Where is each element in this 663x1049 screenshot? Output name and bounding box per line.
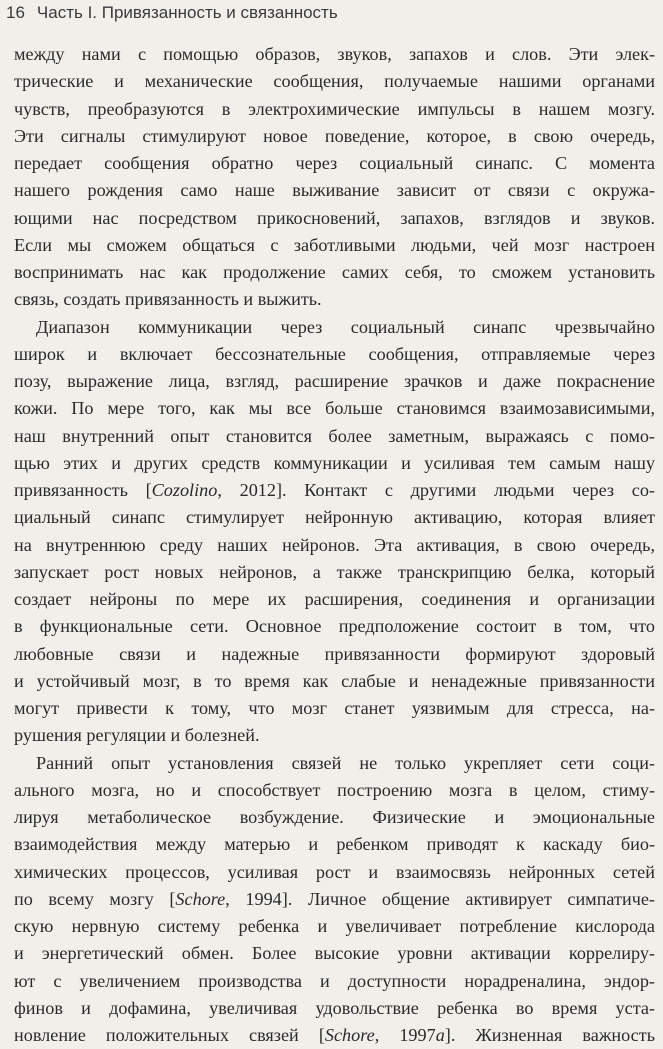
- text-line: нашего рождения само наше выживание зависит от связи с окружа-: [14, 177, 655, 204]
- running-header: [6, 3, 653, 29]
- text-line: взаимодействия между матерью и ребенком приводят к каскаду био-: [14, 831, 655, 858]
- text-line: любовные связи и надежные привязанности формируют здоровый: [14, 641, 655, 668]
- text-line: Ранний опыт установления связей не только укрепляет сети соци-: [14, 750, 655, 777]
- text-line: Эти сигналы стимулируют новое поведение, которое, в свою очередь,: [14, 123, 655, 150]
- text-line: позу, выражение лица, взгляд, расширение зрачков и даже покраснение: [14, 368, 655, 395]
- text-line: по всему мозгу [Schore, 1994]. Личное общение активирует симпатиче-: [14, 886, 655, 913]
- text-line: Если мы сможем общаться с заботливыми людьми, чей мозг настроен: [14, 232, 655, 259]
- text-line: и энергетический обмен. Более высокие уровни активации коррелиру-: [14, 940, 655, 967]
- text-line: и устойчивый мозг, в то время как слабые и ненадежные привязанности: [14, 668, 655, 695]
- text-line: скую нервную систему ребенка и увеличивает потребление кислорода: [14, 913, 655, 940]
- text-line: ющими нас посредством прикосновений, запахов, взглядов и звуков.: [14, 205, 655, 232]
- text-line: на внутреннюю среду наших нейронов. Эта активация, в свою очередь,: [14, 532, 655, 559]
- text-line: привязанность [Cozolino, 2012]. Контакт с другими людьми через со-: [14, 477, 655, 504]
- text-line: трические и механические сообщения, получаемые нашими органами: [14, 68, 655, 95]
- text-line: химических процессов, усиливая рост и взаимосвязь нейронных сетей: [14, 859, 655, 886]
- text-line: ют с увеличением производства и доступности норадреналина, эндор-: [14, 968, 655, 995]
- running-title: Часть I. Привязанность и связанность: [37, 3, 338, 22]
- text-line: Диапазон коммуникации через социальный синапс чрезвычайно: [14, 314, 655, 341]
- text-line: щью этих и других средств коммуникации и усиливая тем самым нашу: [14, 450, 655, 477]
- text-line: финов и дофамина, увеличивая удовольствие ребенка во время уста-: [14, 995, 655, 1022]
- text-line: между нами с помощью образов, звуков, запахов и слов. Эти элек-: [14, 41, 655, 68]
- paragraph: [14, 41, 655, 314]
- text-line: в функциональные сети. Основное предположение состоит в том, что: [14, 613, 655, 640]
- text-line: ального мозга, но и способствует построению мозга в целом, стиму-: [14, 777, 655, 804]
- text-line: циальный синапс стимулирует нейронную активацию, которая влияет: [14, 504, 655, 531]
- text-line: связь, создать привязанность и выжить.: [14, 286, 655, 313]
- text-line: чувств, преобразуются в электрохимические импульсы в нашем мозгу.: [14, 96, 655, 123]
- text-line: передает сообщения обратно через социальный синапс. С момента: [14, 150, 655, 177]
- body-text: [14, 41, 655, 1049]
- text-line: лируя метаболическое возбуждение. Физические и эмоциональные: [14, 804, 655, 831]
- text-line: могут привести к тому, что мозг станет уязвимым для стресса, на-: [14, 695, 655, 722]
- text-line: кожи. По мере того, как мы все больше становимся взаимозависимыми,: [14, 395, 655, 422]
- paragraph: [14, 750, 655, 1049]
- text-line: широк и включает бессознательные сообщения, отправляемые через: [14, 341, 655, 368]
- text-line: запускает рост новых нейронов, а также транскрипцию белка, который: [14, 559, 655, 586]
- text-line: наш внутренний опыт становится более заметным, выражаясь с помо-: [14, 423, 655, 450]
- page-number: 16: [6, 3, 25, 22]
- text-line: новление положительных связей [Schore, 1997a]. Жизненная важность: [14, 1022, 655, 1049]
- paragraph: [14, 314, 655, 750]
- text-line: рушения регуляции и болезней.: [14, 722, 655, 749]
- text-line: создает нейроны по мере их расширения, соединения и организации: [14, 586, 655, 613]
- text-line: воспринимать нас как продолжение самих себя, то сможем установить: [14, 259, 655, 286]
